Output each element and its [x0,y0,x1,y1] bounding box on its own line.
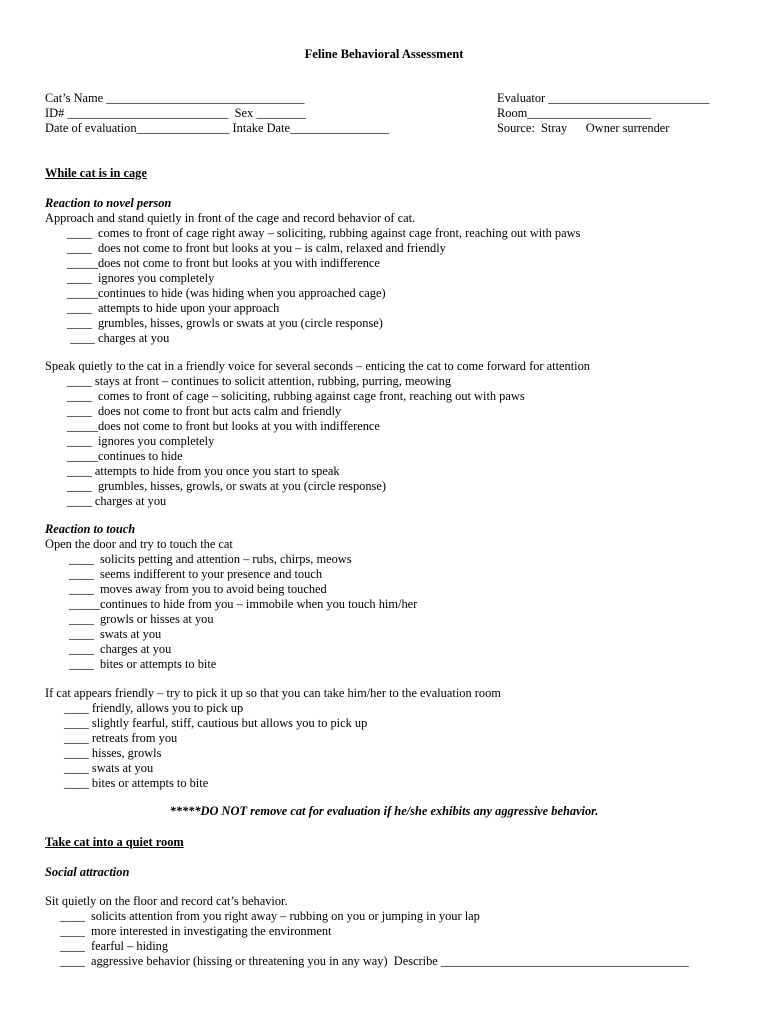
list-item[interactable]: _____does not come to front but looks at you with indifference [67,419,380,433]
list-item[interactable]: ____ more interested in investigating the environment [60,924,332,938]
list-item[interactable]: ____ ignores you completely [67,434,215,448]
source-owner-surrender[interactable]: Owner surrender [585,121,670,135]
list-item[interactable]: ____ comes to front of cage – soliciting, rubbing against cage front, reaching out with paws [67,389,525,403]
list-item[interactable]: ____ solicits attention from you right away – rubbing on you or jumping in your lap [60,909,480,923]
novel-person-list [45,226,745,346]
list-item[interactable]: ____ charges at you [67,494,167,508]
list-item[interactable]: ____ does not come to front but acts calm and friendly [67,404,342,418]
list-item[interactable]: ____ does not come to front but looks at you – is calm, relaxed and friendly [67,241,446,255]
list-item[interactable]: ____ grumbles, hisses, growls, or swats at you (circle response) [67,479,386,493]
aggression-warning: *****DO NOT remove cat for evaluation if he/she exhibits any aggressive behavior. [169,804,599,818]
social-list [45,909,745,969]
list-item[interactable]: ____ slightly fearful, stiff, cautious but allows you to pick up [64,716,368,730]
novel-person-heading: Reaction to novel person [45,196,172,210]
source-stray[interactable]: Source: Stray [497,121,568,135]
list-item[interactable]: ____ solicits petting and attention – rubs, chirps, meows [69,552,352,566]
pickup-instruction: If cat appears friendly – try to pick it up so that you can take him/her to the evaluation room [45,686,501,700]
id-sex-field[interactable]: ID# __________________________ Sex ________ [45,106,306,120]
list-item[interactable]: _____continues to hide from you – immobile when you touch him/her [69,597,418,611]
page-title: Feline Behavioral Assessment [304,47,464,61]
list-item[interactable]: ____ growls or hisses at you [69,612,214,626]
list-item[interactable]: ____ grumbles, hisses, growls or swats at you (circle response) [67,316,383,330]
touch-instruction: Open the door and try to touch the cat [45,537,233,551]
header-right [497,91,709,136]
list-item[interactable]: ____ retreats from you [64,731,178,745]
novel-person-instruction: Approach and stand quietly in front of the cage and record behavior of cat. [45,211,416,225]
list-item[interactable]: ____ charges at you [69,642,172,656]
touch-block [45,537,745,672]
cats-name-field[interactable]: Cat’s Name ________________________________ [45,91,305,105]
list-item[interactable]: ____ aggressive behavior (hissing or threatening you in any way) Describe ________________________________________ [60,954,689,968]
list-item[interactable]: ____ bites or attempts to bite [64,776,209,790]
list-item[interactable]: _____continues to hide (was hiding when you approached cage) [67,286,386,300]
speak-list [45,374,745,509]
list-item[interactable]: ____ swats at you [64,761,154,775]
list-item[interactable]: ____ attempts to hide from you once you start to speak [67,464,340,478]
dates-field[interactable]: Date of evaluation_______________ Intake Date________________ [45,121,390,135]
list-item[interactable]: ____ attempts to hide upon your approach [67,301,280,315]
social-instruction: Sit quietly on the floor and record cat’s behavior. [45,894,288,908]
list-item[interactable]: ____ stays at front – continues to solicit attention, rubbing, purring, meowing [67,374,452,388]
list-item[interactable]: ____ fearful – hiding [60,939,169,953]
section-quiet-room: Take cat into a quiet room [45,835,184,849]
list-item[interactable]: ____ charges at you [67,331,170,345]
list-item[interactable]: ____ friendly, allows you to pick up [64,701,244,715]
evaluator-field[interactable]: Evaluator __________________________ [497,91,710,105]
pickup-list [45,701,745,791]
touch-heading: Reaction to touch [45,522,136,536]
list-item[interactable]: ____ swats at you [69,627,162,641]
room-field[interactable]: Room____________________ [497,106,652,120]
social-heading: Social attraction [45,865,130,879]
novel-person-block [45,211,745,346]
touch-list [45,552,745,672]
list-item[interactable]: _____continues to hide [67,449,183,463]
speak-instruction: Speak quietly to the cat in a friendly voice for several seconds – enticing the cat to come forward for attention [45,359,590,373]
source-field [497,121,709,136]
header-left [45,91,389,136]
list-item[interactable]: ____ moves away from you to avoid being touched [69,582,327,596]
list-item[interactable]: ____ comes to front of cage right away – soliciting, rubbing against cage front, reaching out with paws [67,226,581,240]
pickup-block [45,686,745,791]
list-item[interactable]: ____ seems indifferent to your presence and touch [69,567,323,581]
list-item[interactable]: ____ hisses, growls [64,746,162,760]
list-item[interactable]: ____ bites or attempts to bite [69,657,217,671]
list-item[interactable]: ____ ignores you completely [67,271,215,285]
speak-block [45,359,745,509]
social-block [45,894,745,969]
section-cage: While cat is in cage [45,166,147,180]
list-item[interactable]: _____does not come to front but looks at you with indifference [67,256,380,270]
